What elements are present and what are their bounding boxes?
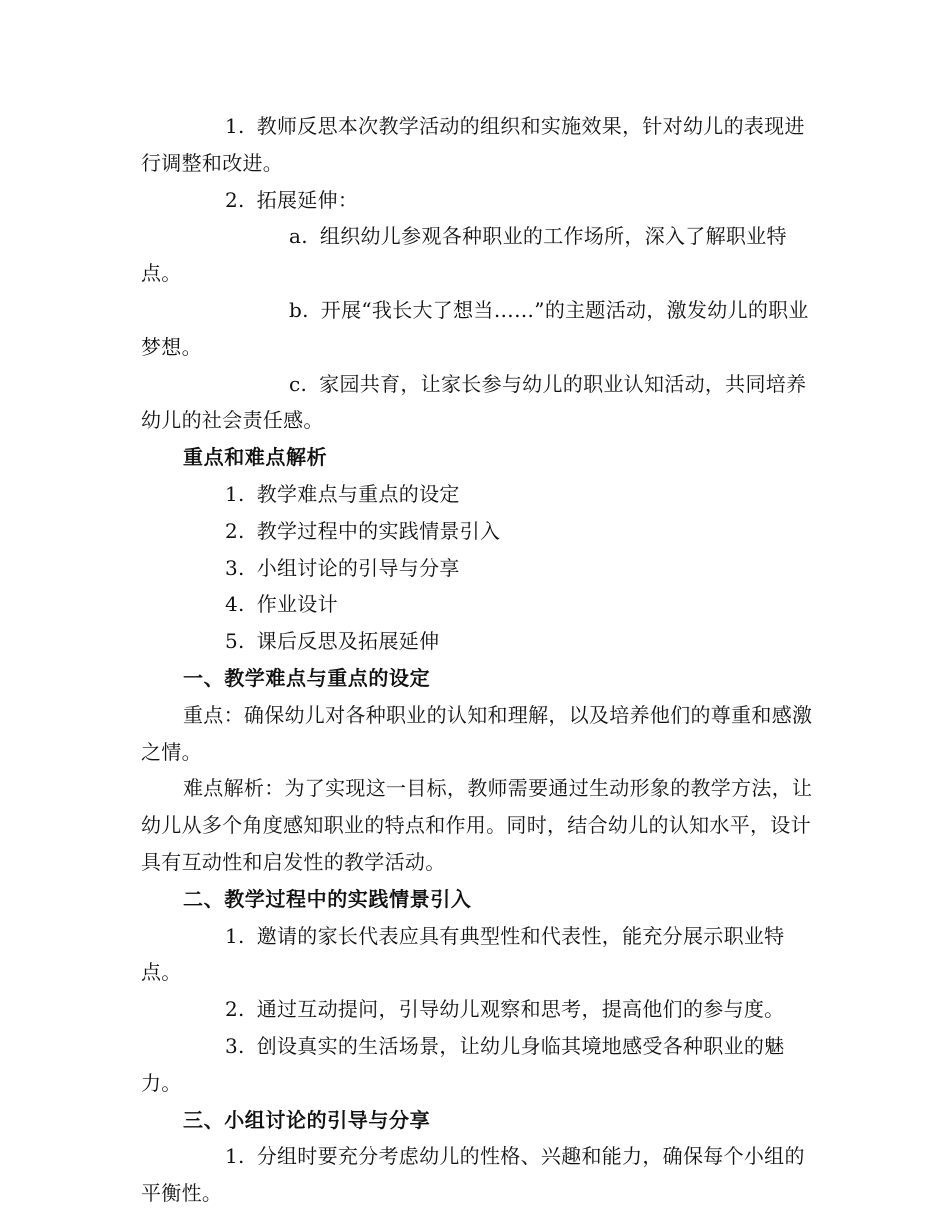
- list-item: [141, 108, 821, 182]
- list-text: 邀请的家长代表应具有典型性和代表性，能充分展示职业特点。: [141, 923, 785, 985]
- list-text: 拓展延伸：: [256, 187, 359, 212]
- list-item: [141, 1028, 821, 1102]
- list-item: [141, 513, 821, 550]
- sub-list-item: [141, 292, 821, 366]
- list-item: [141, 991, 821, 1028]
- list-text: 小组讨论的引导与分享: [256, 555, 460, 580]
- list-number: 1.: [225, 1144, 245, 1169]
- section-heading: 一、教学难点与重点的设定: [183, 665, 431, 690]
- document-body: [141, 108, 821, 1212]
- list-text: 教学过程中的实践情景引入: [256, 518, 501, 543]
- list-text: 课后反思及拓展延伸: [256, 629, 440, 654]
- list-text: 作业设计: [256, 592, 338, 617]
- section-heading: 三、小组讨论的引导与分享: [183, 1107, 431, 1132]
- list-item: [141, 918, 821, 992]
- list-text: 家园共育，让家长参与幼儿的职业认知活动，共同培养幼儿的社会责任感。: [141, 371, 807, 433]
- section-heading: 重点和难点解析: [183, 445, 328, 470]
- list-number: 3.: [225, 555, 245, 580]
- list-number: 3.: [225, 1033, 245, 1058]
- list-number: 2.: [225, 518, 245, 543]
- list-text: 分组时要充分考虑幼儿的性格、兴趣和能力，确保每个小组的平衡性。: [141, 1144, 805, 1206]
- section-heading: 二、教学过程中的实践情景引入: [183, 886, 472, 911]
- list-item: [141, 476, 821, 513]
- sub-list-item: [141, 218, 821, 292]
- list-item: [141, 586, 821, 623]
- list-text: 教师反思本次教学活动的组织和实施效果，针对幼儿的表现进行调整和改进。: [141, 114, 805, 175]
- body-paragraph: 重点：确保幼儿对各种职业的认知和理解，以及培养他们的尊重和感激之情。: [141, 702, 813, 764]
- list-number: 1.: [225, 923, 245, 948]
- list-item: [141, 623, 821, 660]
- list-letter: a.: [289, 224, 308, 249]
- body-paragraph: 难点解析：为了实现这一目标，教师需要通过生动形象的教学方法，让幼儿从多个角度感知职业的特点和作用。同时，结合幼儿的认知水平，设计具有互动性和启发性的教学活动。: [141, 776, 813, 874]
- list-number: 1.: [225, 481, 245, 506]
- list-number: 1.: [225, 114, 245, 138]
- list-item: [141, 550, 821, 587]
- list-text: 创设真实的生活场景，让幼儿身临其境地感受各种职业的魅力。: [141, 1033, 785, 1095]
- list-text: 教学难点与重点的设定: [256, 481, 460, 506]
- sub-list-item: [141, 366, 821, 440]
- list-text: 开展“我长大了想当……”的主题活动，激发幼儿的职业梦想。: [141, 297, 809, 359]
- list-text: 组织幼儿参观各种职业的工作场所，深入了解职业特点。: [141, 224, 787, 286]
- list-letter: c.: [289, 371, 308, 396]
- list-item: [141, 1138, 821, 1212]
- list-item: [141, 182, 821, 219]
- list-number: 2.: [225, 997, 245, 1022]
- list-number: 2.: [225, 187, 245, 212]
- list-number: 5.: [225, 629, 245, 654]
- list-text: 通过互动提问，引导幼儿观察和思考，提高他们的参与度。: [256, 997, 785, 1022]
- list-number: 4.: [225, 592, 245, 617]
- list-letter: b.: [289, 297, 309, 322]
